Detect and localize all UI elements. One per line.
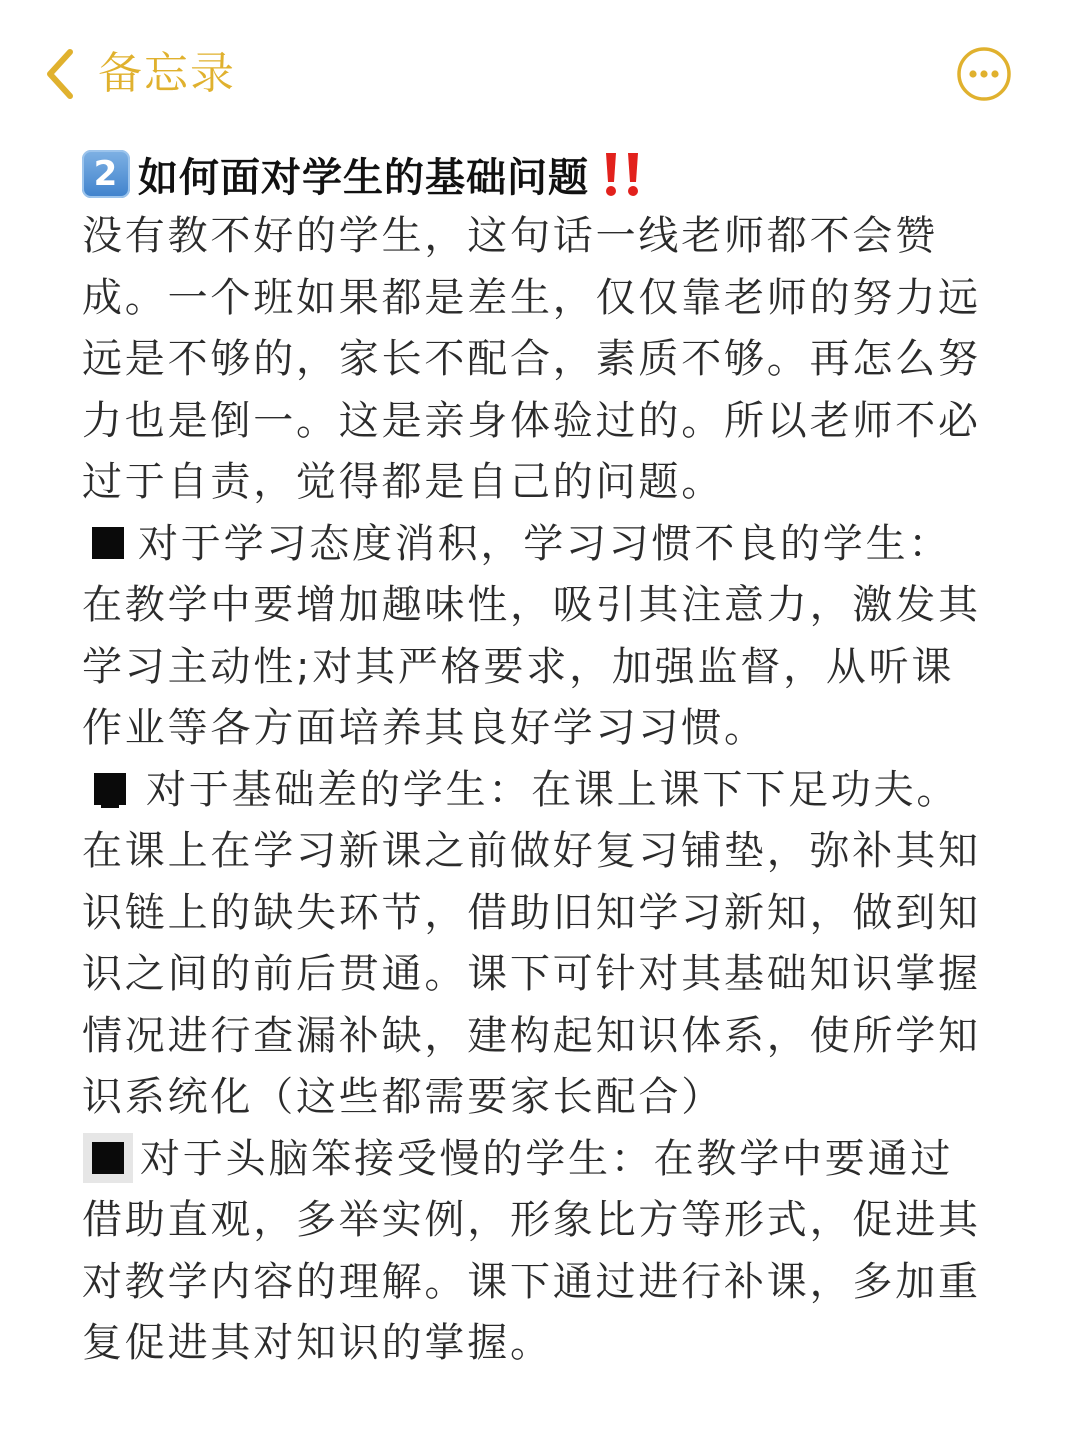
number-badge: 2 — [82, 150, 130, 198]
chevron-left-icon — [40, 46, 80, 102]
double-exclamation-icon — [601, 150, 645, 198]
more-options-icon — [956, 46, 1012, 102]
point-1-text: 对于学习态度消积，学习习惯不良的学生：在教学中要增加趣味性，吸引其注意力，激发其学习主动性;对其严格要求，加强监督，从听课作业等各方面培养其良好学习习惯。 — [82, 520, 981, 751]
point-2 — [82, 760, 982, 1129]
point-3 — [82, 1129, 982, 1375]
note-heading — [82, 142, 982, 206]
point-3-text: 对于头脑笨接受慢的学生：在教学中要通过借助直观，多举实例，形象比方等形式，促进其对教学内容的理解。课下通过进行补课，多加重复促进其对知识的掌握。 — [82, 1135, 981, 1366]
black-square-icon — [94, 773, 126, 805]
intro-paragraph: 没有教不好的学生，这句话一线老师都不会赞成。一个班如果都是差生，仅仅靠老师的努力远远是不够的，家长不配合，素质不够。再怎么努力也是倒一。这是亲身体验过的。所以老师不必过于自责，觉得都是自己的问题。 — [82, 213, 981, 505]
note-body — [82, 142, 982, 1375]
more-options-button[interactable] — [956, 46, 1012, 102]
point-2-text: 对于基础差的学生：在课上课下下足功夫。在课上在学习新课之前做好复习铺垫，弥补其知识链上的缺失环节，借助旧知学习新知，做到知识之间的前后贯通。课下可针对其基础知识掌握情况进行查漏补缺，建构起知识体系，使所学知识系统化（这些都需要家长配合） — [82, 766, 981, 1120]
nav-bar — [0, 0, 1080, 140]
black-square-icon — [92, 1142, 124, 1174]
back-label: 备忘录 — [98, 48, 236, 99]
black-square-icon — [92, 527, 124, 559]
heading-text: 如何面对学生的基础问题 — [138, 154, 589, 201]
back-button[interactable] — [40, 44, 236, 104]
point-1 — [82, 514, 982, 760]
